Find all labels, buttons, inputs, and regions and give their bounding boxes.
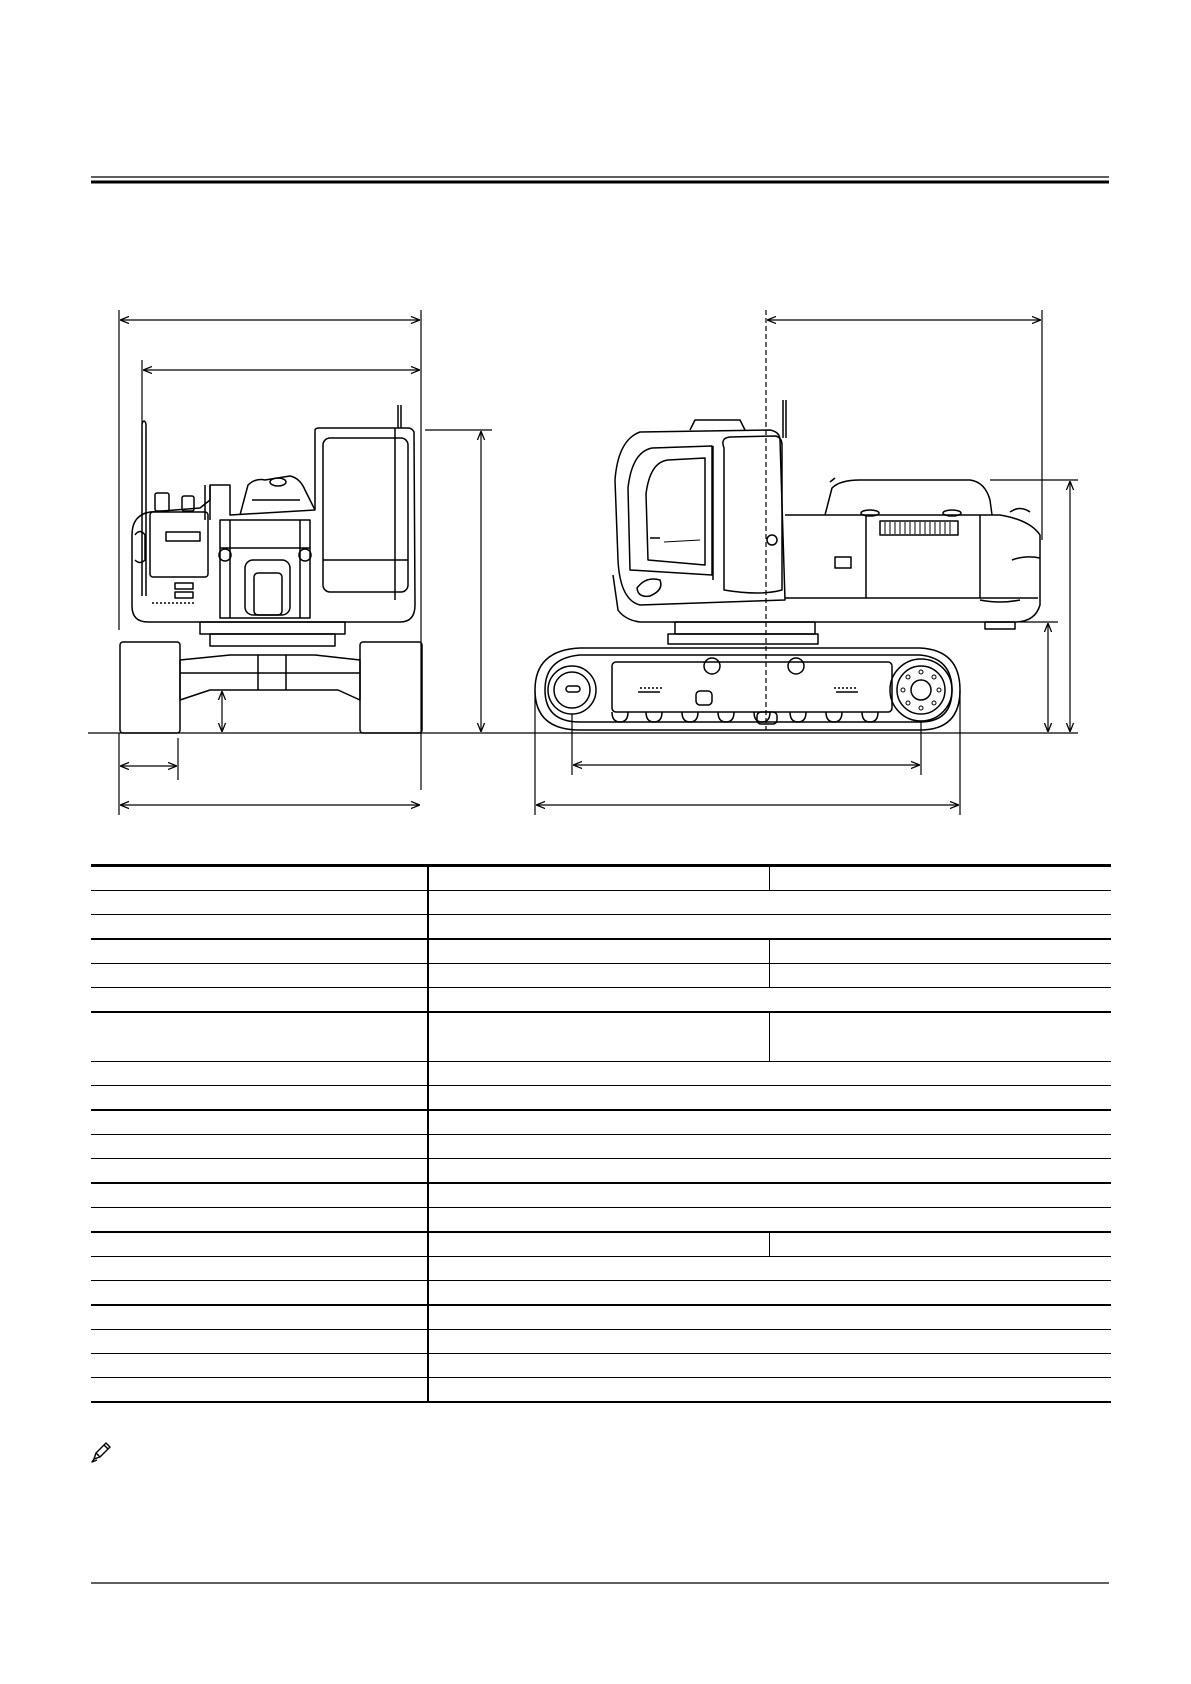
spec-value xyxy=(770,964,1112,988)
spec-value xyxy=(428,1281,1111,1306)
spec-value xyxy=(428,1086,1111,1111)
spec-value xyxy=(428,1135,1111,1159)
spec-value xyxy=(428,915,1111,940)
spec-label xyxy=(91,964,428,988)
spec-row xyxy=(91,1281,1111,1306)
spec-row xyxy=(91,1012,1111,1062)
spec-row xyxy=(91,866,1111,891)
rear-dimensions xyxy=(119,310,492,815)
spec-value xyxy=(428,1305,1111,1330)
spec-label xyxy=(91,891,428,915)
spec-label xyxy=(91,1232,428,1257)
spec-label xyxy=(91,1135,428,1159)
spec-value xyxy=(428,1208,1111,1233)
spec-row xyxy=(91,1086,1111,1111)
spec-row xyxy=(91,1208,1111,1233)
spec-value xyxy=(428,964,770,988)
side-dimensions xyxy=(535,310,1078,815)
spec-label xyxy=(91,1159,428,1184)
spec-row xyxy=(91,1305,1111,1330)
spec-row xyxy=(91,1110,1111,1135)
spec-value xyxy=(770,1012,1112,1062)
spec-row xyxy=(91,891,1111,915)
spec-row xyxy=(91,1257,1111,1281)
spec-row xyxy=(91,1354,1111,1378)
spec-value xyxy=(428,1062,1111,1086)
spec-value xyxy=(428,1110,1111,1135)
spec-label xyxy=(91,1208,428,1233)
spec-row xyxy=(91,1159,1111,1184)
spec-value xyxy=(428,988,1111,1013)
spec-label xyxy=(91,866,428,891)
spec-value xyxy=(770,939,1112,964)
spec-label xyxy=(91,988,428,1013)
spec-value xyxy=(428,1183,1111,1208)
spec-label xyxy=(91,1110,428,1135)
spec-label xyxy=(91,915,428,940)
spec-value xyxy=(428,1159,1111,1184)
spec-row xyxy=(91,1062,1111,1086)
spec-label xyxy=(91,1062,428,1086)
spec-row xyxy=(91,915,1111,940)
spec-label xyxy=(91,939,428,964)
rear-view-excavator xyxy=(120,405,422,733)
spec-value xyxy=(428,1012,770,1062)
spec-label xyxy=(91,1354,428,1378)
spec-value xyxy=(428,1257,1111,1281)
spec-label xyxy=(91,1257,428,1281)
spec-label xyxy=(91,1281,428,1306)
spec-row xyxy=(91,1330,1111,1354)
side-view-excavator xyxy=(535,400,1040,730)
spec-row xyxy=(91,1135,1111,1159)
spec-value xyxy=(428,866,770,891)
spec-value xyxy=(428,1378,1111,1403)
spec-value xyxy=(770,1232,1112,1257)
spec-row xyxy=(91,964,1111,988)
spec-value xyxy=(428,1354,1111,1378)
spec-label xyxy=(91,1183,428,1208)
spec-label xyxy=(91,1086,428,1111)
header-rule xyxy=(91,177,1109,182)
spec-value xyxy=(770,866,1112,891)
pencil-note-icon xyxy=(90,1441,112,1463)
spec-value xyxy=(428,1232,770,1257)
spec-row xyxy=(91,1232,1111,1257)
spec-value xyxy=(428,939,770,964)
spec-label xyxy=(91,1378,428,1403)
spec-value xyxy=(428,1330,1111,1354)
specification-table xyxy=(91,864,1111,1403)
spec-row xyxy=(91,939,1111,964)
spec-row xyxy=(91,1183,1111,1208)
spec-label xyxy=(91,1330,428,1354)
spec-row xyxy=(91,988,1111,1013)
spec-label xyxy=(91,1305,428,1330)
spec-value xyxy=(428,891,1111,915)
spec-row xyxy=(91,1378,1111,1403)
spec-label xyxy=(91,1012,428,1062)
